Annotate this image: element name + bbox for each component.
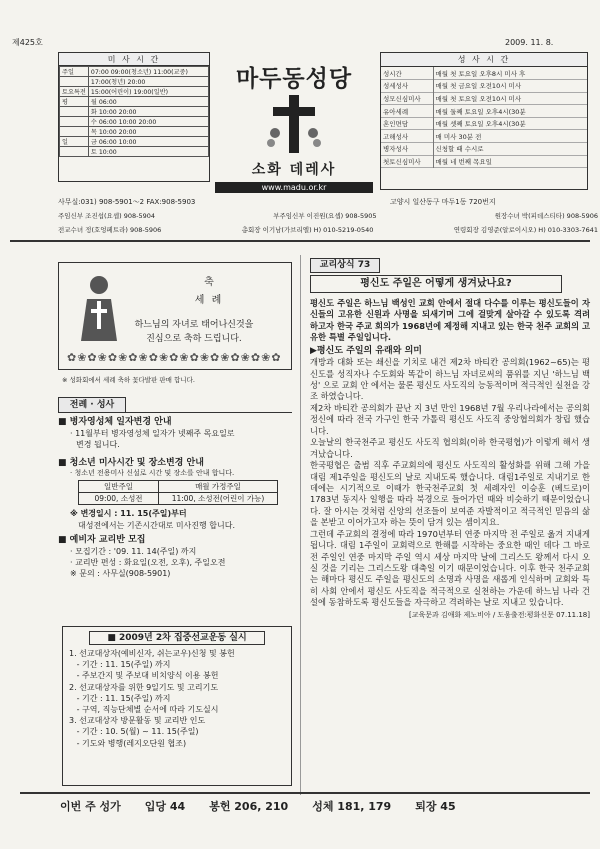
notice-2-line-c: 대성전에서는 기존시간대로 미사진행 합니다. xyxy=(78,520,236,530)
contact-president: 총회장 이기남(가브리엘) H) 010-5219-0540 xyxy=(241,226,374,234)
sacrament-row xyxy=(381,117,587,130)
sacrament-row xyxy=(381,92,587,105)
mass-times: 17:00(청년) 20:00 xyxy=(88,77,208,87)
mass-day: 평 xyxy=(60,97,89,107)
mission-step: 2. 선교대상자를 위한 9일기도 및 고리기도 xyxy=(69,682,219,692)
mass-row xyxy=(60,107,209,117)
sacrament-time: 매월 네 번째 목요일 xyxy=(435,157,492,166)
sacrament-time: 매월 첫 토요일 오전10시 미사 xyxy=(435,94,522,103)
mass-times: 목 10:00 20:00 xyxy=(88,127,208,137)
article-paragraph-4: 오늘날의 한국천주교 평신도 사도직 협의회(이하 한국평협)가 이렇게 해서 생겨났습니다. xyxy=(310,437,590,459)
mission-step: - 기간 : 11. 15(주일) 까지 xyxy=(69,660,171,670)
mass-times: 15:00(어린이) 19:00(일반) xyxy=(88,87,208,97)
hymn-label: 이번 주 성가 xyxy=(60,800,121,813)
mission-step: - 기간 : 10. 5(월) ~ 11. 15(주일) xyxy=(69,727,199,737)
notice-2-line-b: ※ 변경일시 : 11. 15(주일)부터 xyxy=(70,509,187,519)
hymn-recessional: 퇴장 45 xyxy=(415,800,456,813)
article-tag: 교리상식 73 xyxy=(310,258,380,273)
article-paragraph-5: 한국평협은 출범 직후 주교회의에 평신도 사도직의 활성화를 위해 그해 가을 대림 제1주일을 평신도의 날로 지내도록 했습니다. 대림1주일로 지내기로 한데에는 시기적으로 이때가 한국천주교회 첫 세례자인 이승훈 (베드로)이 1783년 동지사 일행을 따라 북경으로 들어가던 때와 비슷하기 때문이었습니다. 잘 아시는 것처럼 신앙의 선조들이 보여준 자발적이고 적극적인 믿음의 삶을 본받고 이어가고자 하는 뜻이 담겨 있는 셈이지요. xyxy=(310,460,590,528)
sacrament-name: 혼인면담 xyxy=(381,117,433,130)
mass-times: 화 10:00 20:00 xyxy=(88,107,208,117)
contact-pastor: 주임신부 조진섭(요셉) 908-5904 xyxy=(58,212,156,220)
sacrament-name: 성시간 xyxy=(381,67,433,80)
mass-row xyxy=(60,147,209,157)
sacrament-time: 매월 셋째 토요일 오후4시(30분 xyxy=(435,120,526,129)
congrats-line-2: 진심으로 축하 드립니다. xyxy=(146,334,242,344)
article-subheading: ▶평신도 주일의 유래와 의미 xyxy=(310,345,422,356)
mission-campaign-box xyxy=(62,626,292,786)
sacrament-time: 매 미사 30분 전 xyxy=(435,132,482,141)
mission-step: 1. 선교대상자(예비신자, 쉬는교우)신청 및 봉헌 xyxy=(69,649,235,658)
cross-logo-icon xyxy=(259,93,329,155)
table-cell-family: 11:00, 소성전(어린이 가능) xyxy=(159,493,278,505)
office-contact: 사무실:031) 908-5901～2 FAX:908-5903 xyxy=(58,198,196,206)
church-name: 마두동성당 xyxy=(235,66,353,92)
congrats-title: 축 xyxy=(204,277,214,288)
mass-row xyxy=(60,127,209,137)
table-cell-regular: 09:00, 소성전 xyxy=(79,493,159,505)
article-body xyxy=(310,298,590,620)
mass-times: 07:00 09:00(청소년) 11:00(교중) xyxy=(88,67,208,77)
notice-1-title: 병자영성체 일자변경 안내 xyxy=(69,417,172,427)
mission-step: - 기도와 병행(레지오단원 협조) xyxy=(69,738,187,748)
mission-title: ■ 2009년 2차 집중선교운동 실시 xyxy=(89,631,265,645)
congrats-subtitle: 세 례 xyxy=(194,295,224,306)
sacrament-time: 매월 둘째 토요일 오후4시(30분 xyxy=(435,107,526,116)
mass-day xyxy=(60,147,89,157)
sacrament-row xyxy=(381,143,587,156)
notice-catechumen: ■ 예비자 교리반 모집 xyxy=(58,534,146,545)
sacrament-row xyxy=(381,130,587,143)
article-source: [교육문과 김애화 제노비아 / 도움출전:평화신문 07.11.18] xyxy=(409,610,590,619)
sacrament-time: 신청할 때 수시로 xyxy=(435,145,484,154)
sacrament-time: 매월 첫 금요일 오전10시 미사 xyxy=(435,82,522,91)
flower-border-icon: ✿❀✿❀✿❀✿❀✿❀✿❀✿❀✿❀✿❀✿❀✿ xyxy=(67,351,282,364)
hymn-entrance: 입당 44 xyxy=(144,800,186,813)
header-divider xyxy=(10,240,590,242)
sacrament-name: 성세성사 xyxy=(381,80,433,93)
liturgy-divider xyxy=(58,412,292,413)
hymn-offertory: 봉헌 206, 210 xyxy=(209,800,289,813)
mission-step: - 기간 : 11. 15(주일) 까지 xyxy=(69,693,171,703)
contact-sister: 원장수녀 박(피데스티타) 908-5906 xyxy=(494,212,598,220)
mass-day xyxy=(60,77,89,87)
article-title: 평신도 주일은 어떻게 생겨났나요? xyxy=(310,275,562,293)
mass-times-panel xyxy=(58,52,210,182)
sacrament-name: 첫토신심미사 xyxy=(381,155,433,168)
sacrament-row xyxy=(381,155,587,168)
church-address: 고양시 일산동구 마두1동 720번지 xyxy=(390,198,496,206)
website-link[interactable]: www.madu.or.kr xyxy=(215,182,373,193)
issue-number: 제425호 xyxy=(12,38,43,47)
sacrament-row xyxy=(381,105,587,118)
sacrament-name: 유아세례 xyxy=(381,105,433,118)
mass-times-title: 미 사 시 간 xyxy=(59,53,209,66)
mass-day: 일 xyxy=(60,137,89,147)
youth-mass-table xyxy=(78,480,278,505)
baptism-congrats-box xyxy=(58,262,292,370)
hymn-communion: 성체 181, 179 xyxy=(312,800,392,813)
mass-row xyxy=(60,67,209,77)
mass-day: 토요특전 xyxy=(60,87,89,97)
notice-1-line-b: 변경 됩니다. xyxy=(76,440,120,450)
mass-day xyxy=(60,107,89,117)
notice-2-title: 청소년 미사시간 및 장소변경 안내 xyxy=(69,457,204,468)
sacrament-row xyxy=(381,80,587,93)
notice-youth-mass: ■ 청소년 미사시간 및 장소변경 안내 xyxy=(58,457,204,468)
sacrament-name: 고해성사 xyxy=(381,130,433,143)
mass-row xyxy=(60,87,209,97)
sacrament-table xyxy=(381,67,587,168)
mass-row xyxy=(60,97,209,107)
mass-times: 금 06:00 10:00 xyxy=(88,137,208,147)
congrats-note: ※ 성화회에서 세례 축하 꽃다발판 판매 합니다. xyxy=(62,376,195,384)
mass-day: 주일 xyxy=(60,67,89,77)
article-paragraph-6: 그런데 주교회의 결정에 따라 1970년부터 연중 마지막 전 주일로 옮겨 지내게 됩니다. 대림 1주일이 교회력으로 한해를 시작하는 중요한 때인 데다 그 바로 전 주일인 연중 마지막 주일 역시 세상 마지막 날에 그리스도 왕께서 다시 오실 것을 기리는 그리스도왕 대축일 이기 때문이었습니다. 이후 한국 천주교회는 해마다 평신도 주일을 평신도의 소명과 사명을 새롭게 인식하며 교회와 특히 사회 안에서 평신도 사도직을 적극적으로 실천하는 가운데 하느님 나라 건설에 동참하도록 평신도들을 자극하고 격려하는 날로 지내고 있습니다. xyxy=(310,528,590,608)
sacrament-title: 성 사 시 간 xyxy=(381,53,587,67)
mass-day xyxy=(60,117,89,127)
mass-row xyxy=(60,137,209,147)
mission-steps-list xyxy=(69,648,285,749)
mass-times: 수 06:00 10:00 20:00 xyxy=(88,117,208,127)
congrats-line-1: 하느님의 자녀로 태어나신것을 xyxy=(134,320,254,330)
church-subtitle: 소화 데레사 xyxy=(251,162,337,178)
contact-funeral: 연령회장 김영준(알로이시오) H) 010-3303-7641 xyxy=(453,226,598,234)
column-divider xyxy=(300,255,301,795)
church-brand xyxy=(215,60,373,193)
issue-date: 2009. 11. 8. xyxy=(505,38,554,47)
hymn-bar xyxy=(60,798,560,814)
mission-step: - 구역, 직능단체별 순서에 따라 기도실시 xyxy=(69,704,219,714)
notice-3-title: 예비자 교리반 모집 xyxy=(69,534,146,545)
notice-3-line-a: · 모집기간 : '09. 11. 14(주일) 까지 xyxy=(70,546,197,556)
notice-3-line-b: · 교리반 편성 : 화요일(오전, 오후), 주일오전 xyxy=(70,558,226,568)
contacts-row-2 xyxy=(58,226,598,234)
mass-row xyxy=(60,117,209,127)
mass-times: 토 10:00 xyxy=(88,147,208,157)
sacrament-name: 병자성사 xyxy=(381,143,433,156)
mission-title-text: 2009년 2차 집중선교운동 실시 xyxy=(118,633,247,643)
contact-assistant: 부주임신부 이진원(요셉) 908-5905 xyxy=(273,212,377,220)
sacrament-row xyxy=(381,67,587,80)
article-paragraph-2: 개방과 대화 또는 쇄신을 기치로 내건 제2차 바티칸 공의회(1962~65)는 평신도를 성직자나 수도회와 똑같이 하느님 자녀로써의 품위를 지닌 '하느님 백성' 으로 교회 안 에서는 물론 평신도 사도직의 능동적이며 적극적인 실천을 강조 하였습니다. xyxy=(310,357,590,402)
mass-times: 월 06:00 xyxy=(88,97,208,107)
footer-divider xyxy=(20,792,590,794)
mission-step: - 주보간지 및 주보대 비치양식 이용 봉헌 xyxy=(69,671,219,681)
notice-1-line-a: · 11월부터 병자영성체 일자가 넷째주 목요일로 xyxy=(70,429,235,439)
article-paragraph-1: 평신도 주일은 하느님 백성인 교회 안에서 절대 다수를 이루는 평신도들이 자신들의 고유한 신원과 사명을 되새기며 그에 걸맞게 살아갈 수 있도록 격려 하고자 한국 주교 회의가 1968년에 제정해 지내고 있는 한국 천주 교회의 고유한 특별 주일입니다. xyxy=(310,298,590,343)
notices-list xyxy=(58,416,298,579)
notice-2-line-a: · 청소년 전용미사 신설로 시간 및 장소를 안내 합니다. xyxy=(70,468,235,477)
mass-times-table xyxy=(59,66,209,157)
table-header-family: 매월 가정주일 xyxy=(159,481,278,493)
contacts-row-1 xyxy=(58,212,598,220)
mass-day xyxy=(60,127,89,137)
mass-row xyxy=(60,77,209,87)
table-header-regular: 일반주일 xyxy=(79,481,159,493)
sacrament-name: 성모신심미사 xyxy=(381,92,433,105)
sacrament-time: 매월 첫 토요일 오후8시 미사 후 xyxy=(435,69,526,78)
article-paragraph-3: 제2차 바티칸 공의회가 끝난 지 3년 만인 1968년 7월 우리나라에서는 공의회 정신에 따라 전국 가구인 한국 가톨릭 평신도 사도직 중앙협의회가 창립 했습니다. xyxy=(310,402,590,436)
section-heading-liturgy: 전례 · 성사 xyxy=(58,397,126,413)
mission-step: 3. 선교대상자 방문활동 및 교리반 인도 xyxy=(69,716,206,726)
notice-sick-communion: ■ 병자영성체 일자변경 안내 xyxy=(58,417,172,427)
contact-mission-sister: 전교수녀 정(호엉페트라) 908-5906 xyxy=(58,226,162,234)
notice-3-line-c: ※ 문의 : 사무실(908-5901) xyxy=(70,569,171,579)
sacrament-panel xyxy=(380,52,588,190)
